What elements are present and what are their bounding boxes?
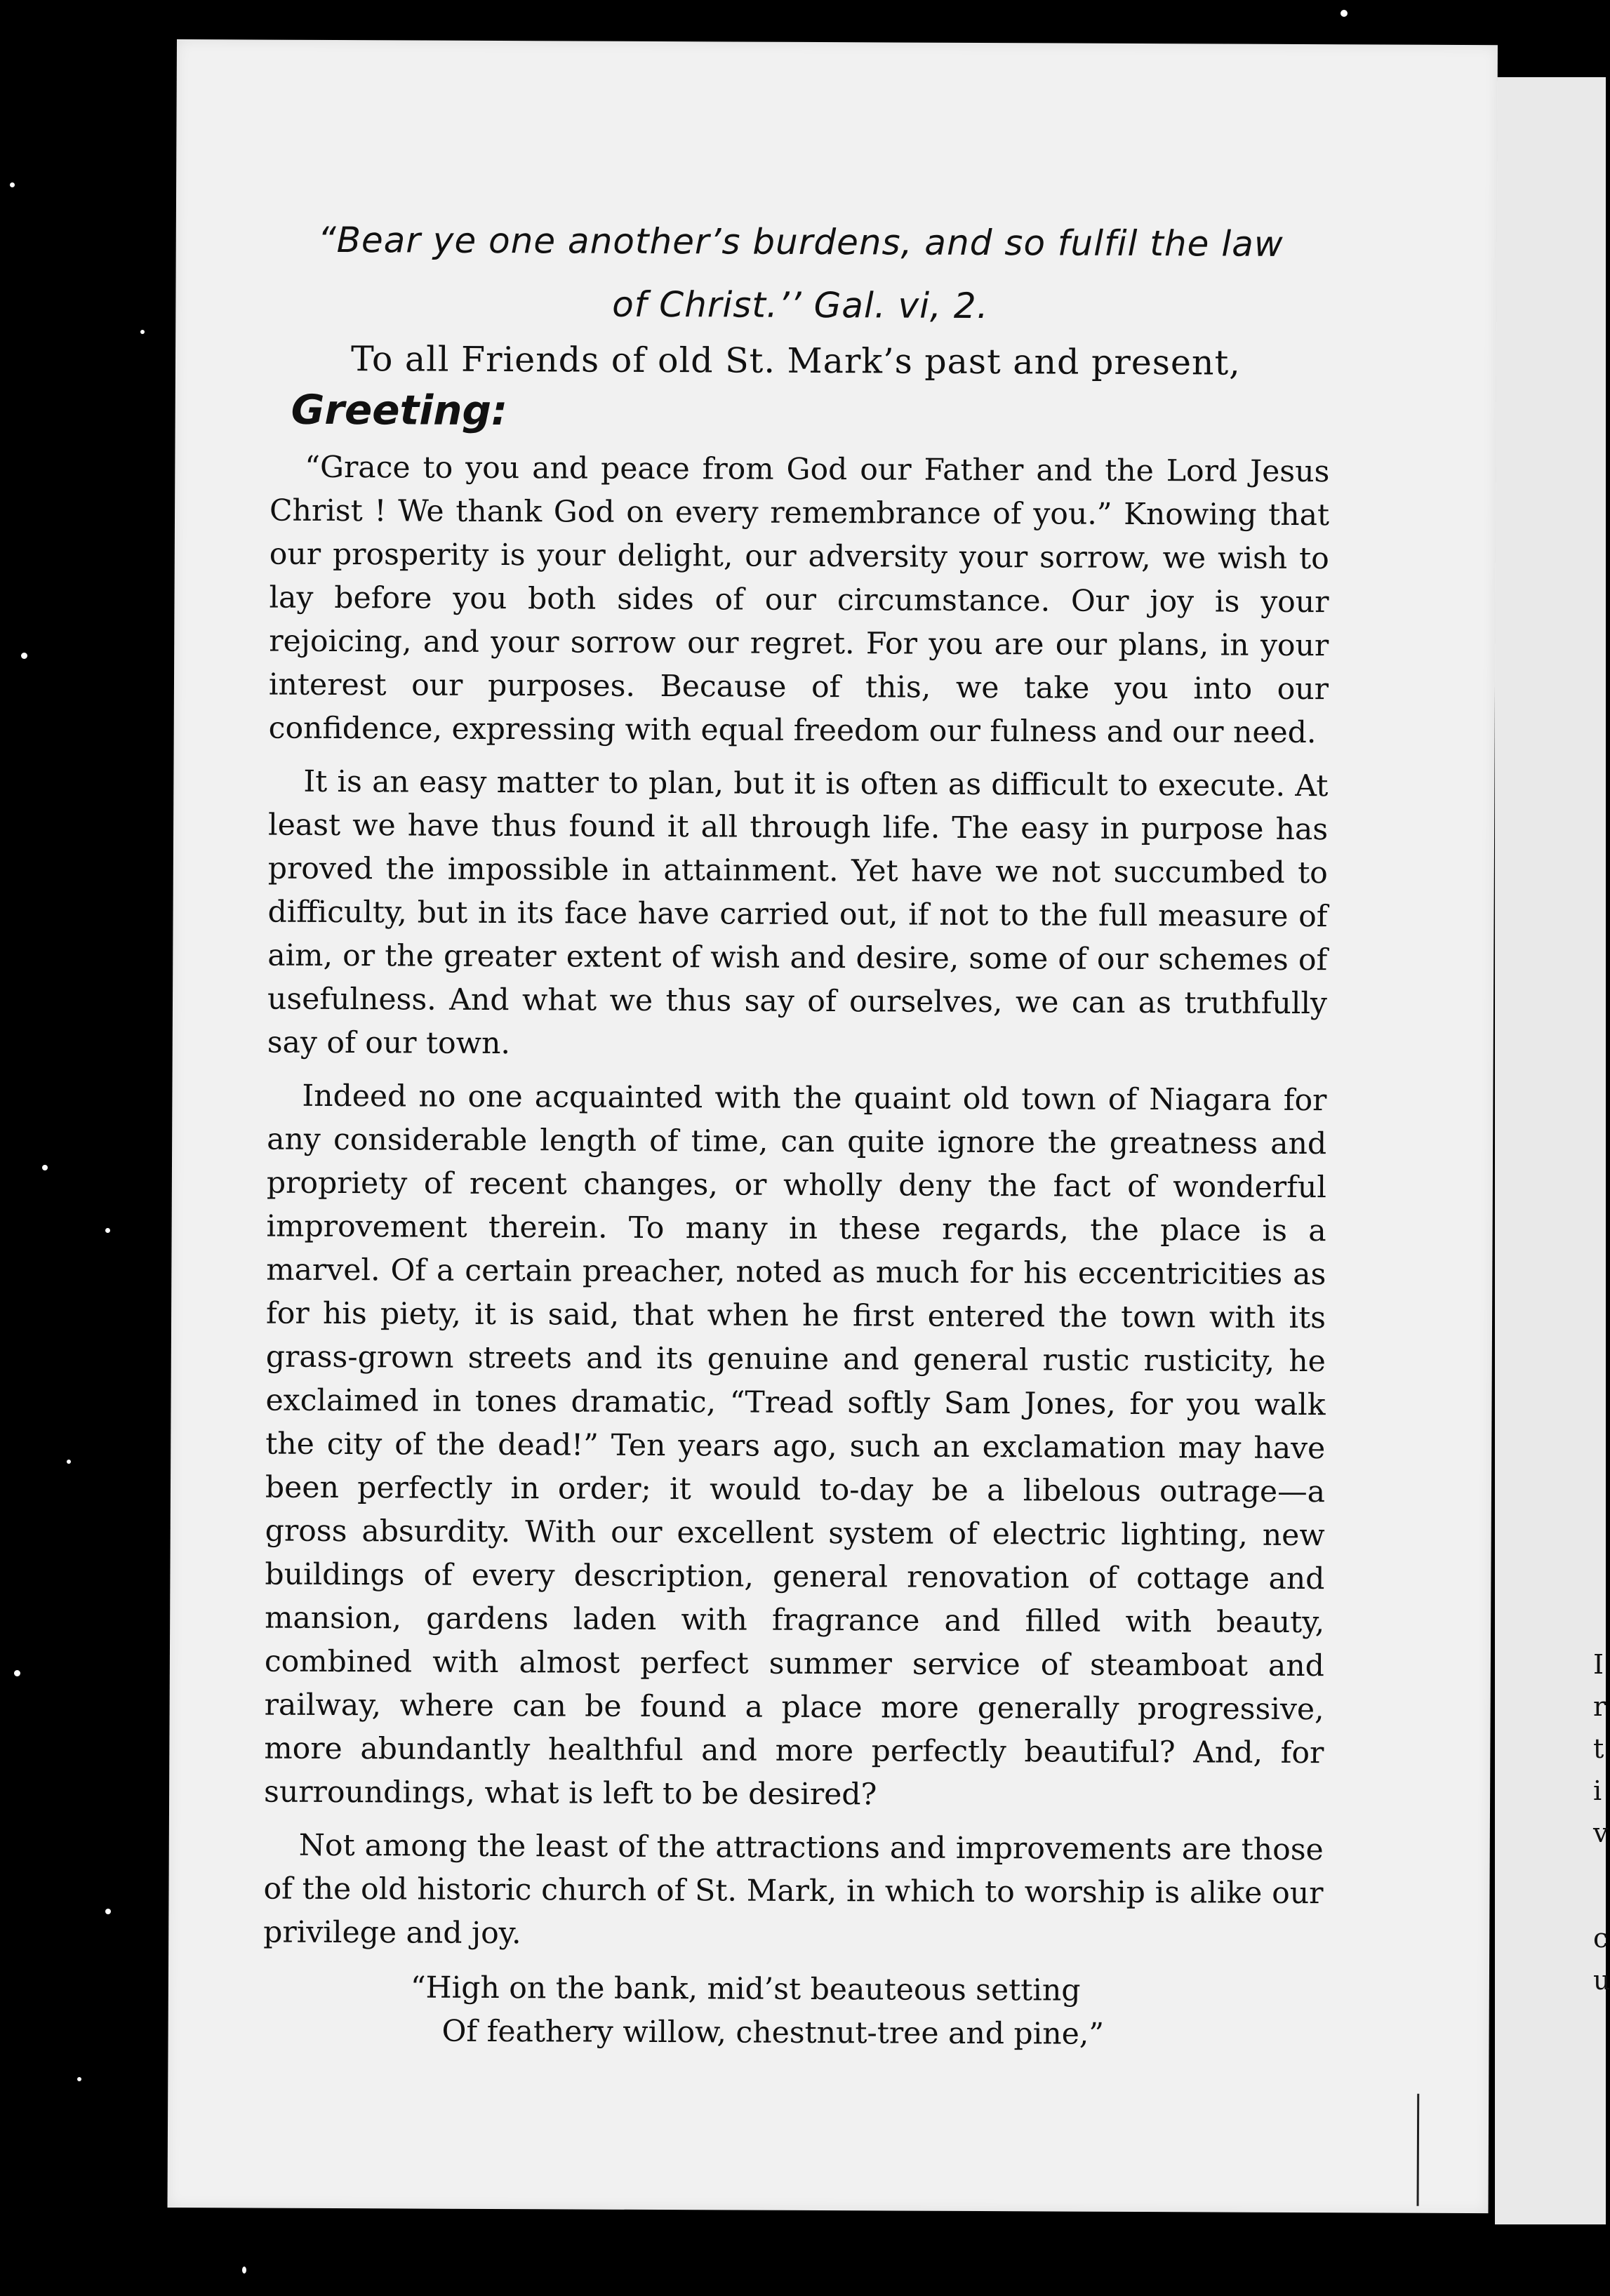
fold-mark xyxy=(1417,2094,1420,2206)
adjacent-letter: u xyxy=(1593,1965,1610,1996)
epigraph-line-1: “Bear ye one another’s burdens, and so fulfil the law xyxy=(317,219,1284,265)
adjacent-letter: i xyxy=(1593,1775,1602,1806)
adjacent-letter: I xyxy=(1593,1649,1604,1680)
paragraph: It is an easy matter to plan, but it is often as difficult to execute. At least we have thus found it all through life. The easy in purpose has proved the impossible in attainment. Yet have we not succumbed to difficulty, but in its face have carried out, if not to the full measure of aim, or the greater extent of wish and desire, some of our schemes of usefulness. And what we thus say of ourselves, we can as truthfully say of our town. xyxy=(267,764,1329,1062)
verse-quotation xyxy=(410,1966,1323,2057)
verse-line-1: “High on the bank, mid’st beauteous setting xyxy=(410,1970,1081,2008)
adjacent-letter: t xyxy=(1593,1733,1604,1764)
salutation: To all Friends of old St. Mark’s past and present, xyxy=(350,339,1241,383)
document-page xyxy=(168,39,1498,2213)
adjacent-letter: v xyxy=(1593,1817,1609,1848)
epigraph xyxy=(270,208,1331,340)
epigraph-line-2: of Christ.’’ Gal. vi, 2. xyxy=(612,283,989,327)
verse-line-2: Of feathery willow, chestnut-tree and pine,” xyxy=(441,2014,1105,2052)
adjacent-letter: r xyxy=(1593,1691,1606,1722)
greeting-heading: Greeting: xyxy=(291,385,508,435)
paragraph: Indeed no one acquainted with the quaint old town of Niagara for any considerable length of time, can quite ignore the greatness and propriety of recent changes, or wholly deny the fact of wonderful improvement therein. To many in these regards, the place is a marvel. Of a certain preacher, noted as much for his eccentricities as for his piety, it is said, that when he first entered the town with its grass-grown streets and its genuine and general rustic rusticity, he exclaimed in tones dramatic, “Tread softly Sam Jones, for you walk the city of the dead!” Ten years ago, such an exclamation may have been perfectly in order; it would to-day be a libelous outrage—a gross absurdity. With our excellent system of electric lighting, new buildings of every description, general renovation of cottage and mansion, gardens laden with fragrance and filled with beauty, combined with almost perfect summer service of steamboat and railway, where can be found a place more generally progressive, more abundantly healthful and more perfectly beautiful? And, for surroundings, what is left to be desired? xyxy=(263,1079,1327,1813)
page-body xyxy=(262,208,1330,2058)
paragraph: Not among the least of the attractions and improvements are those of the old historic church of St. Mark, in which to worship is alike our privilege and joy. xyxy=(263,1828,1324,1951)
adjacent-page-edge xyxy=(1495,77,1610,2224)
adjacent-letter: c xyxy=(1593,1923,1609,1954)
paragraph: “Grace to you and peace from God our Father and the Lord Jesus Christ ! We thank God on every remembrance of you.” Knowing that our prosperity is your delight, our adversity your sorrow, we wish to lay before you both sides of our circumstance. Our joy is your rejoicing, and your sorrow our regret. For you are our plans, in your interest our purposes. Because of this, we take you into our confidence, expressing with equal freedom our fulness and our need. xyxy=(268,450,1330,751)
